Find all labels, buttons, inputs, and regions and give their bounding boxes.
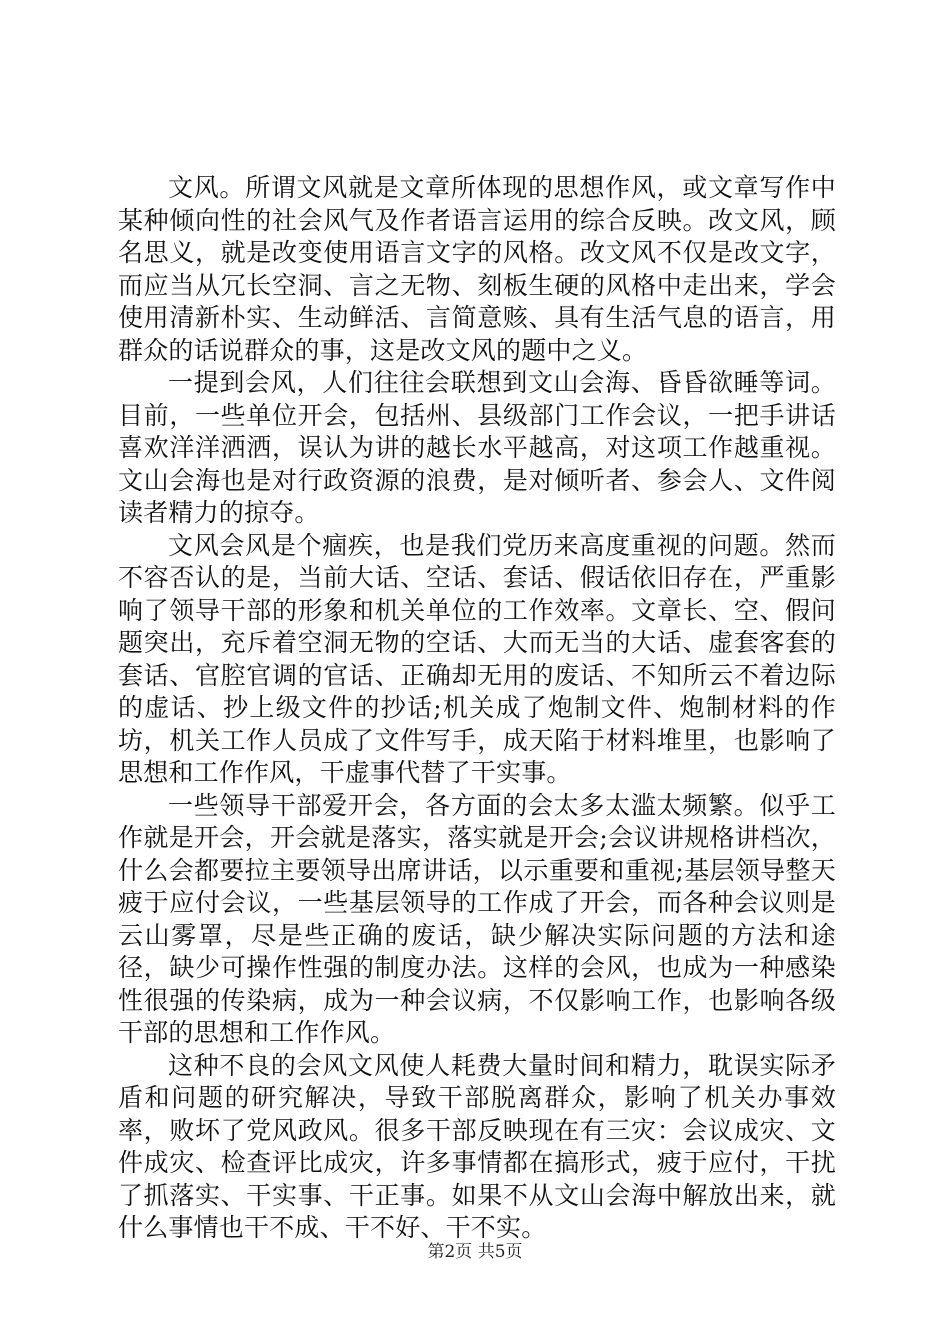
- document-body: [118, 172, 836, 1245]
- paragraph-2: 一提到会风，人们往往会联想到文山会海、昏昏欲睡等词。目前，一些单位开会，包括州、县级部门工作会议，一把手讲话喜欢洋洋洒洒，误认为讲的越长水平越高，对这项工作越重视。文山会海也是对行政资源的浪费，是对倾听者、参会人、文件阅读者精力的掠夺。: [118, 368, 836, 527]
- page-number-footer: 第2页 共5页: [427, 1242, 523, 1262]
- paragraph-5: 这种不良的会风文风使人耗费大量时间和精力，耽误实际矛盾和问题的研究解决，导致干部脱离群众，影响了机关办事效率，败坏了党风政风。很多干部反映现在有三灾：会议成灾、文件成灾、检查评比成灾，许多事情都在搞形式，疲于应付，干扰了抓落实、干实事、干正事。如果不从文山会海中解放出来，就什么事情也干不成、干不好、干不实。: [118, 1050, 836, 1242]
- paragraph-1: 文风。所谓文风就是文章所体现的思想作风，或文章写作中某种倾向性的社会风气及作者语言运用的综合反映。改文风，顾名思义，就是改变使用语言文字的风格。改文风不仅是改文字，而应当从冗长空洞、言之无物、刻板生硬的风格中走出来，学会使用清新朴实、生动鲜活、言简意赅、具有生活气息的语言，用群众的话说群众的事，这是改文风的题中之义。: [118, 173, 836, 365]
- paragraph-3: 文风会风是个痼疾，也是我们党历来高度重视的问题。然而不容否认的是，当前大话、空话、套话、假话依旧存在，严重影响了领导干部的形象和机关单位的工作效率。文章长、空、假问题突出，充斥着空洞无物的空话、大而无当的大话、虚套客套的套话、官腔官调的官话、正确却无用的废话、不知所云不着边际的虚话、抄上级文件的抄话;机关成了炮制文件、炮制材料的作坊，机关工作人员成了文件写手，成天陷于材料堆里，也影响了思想和工作作风，干虚事代替了干实事。: [118, 530, 836, 787]
- paragraph-4: 一些领导干部爱开会，各方面的会太多太滥太频繁。似乎工作就是开会，开会就是落实，落实就是开会;会议讲规格讲档次，什么会都要拉主要领导出席讲话，以示重要和重视;基层领导整天疲于应付会议，一些基层领导的工作成了开会，而各种会议则是云山雾罩，尽是些正确的废话，缺少解决实际问题的方法和途径，缺少可操作性强的制度办法。这样的会风，也成为一种感染性很强的传染病，成为一种会议病，不仅影响工作，也影响各级干部的思想和工作作风。: [118, 790, 836, 1047]
